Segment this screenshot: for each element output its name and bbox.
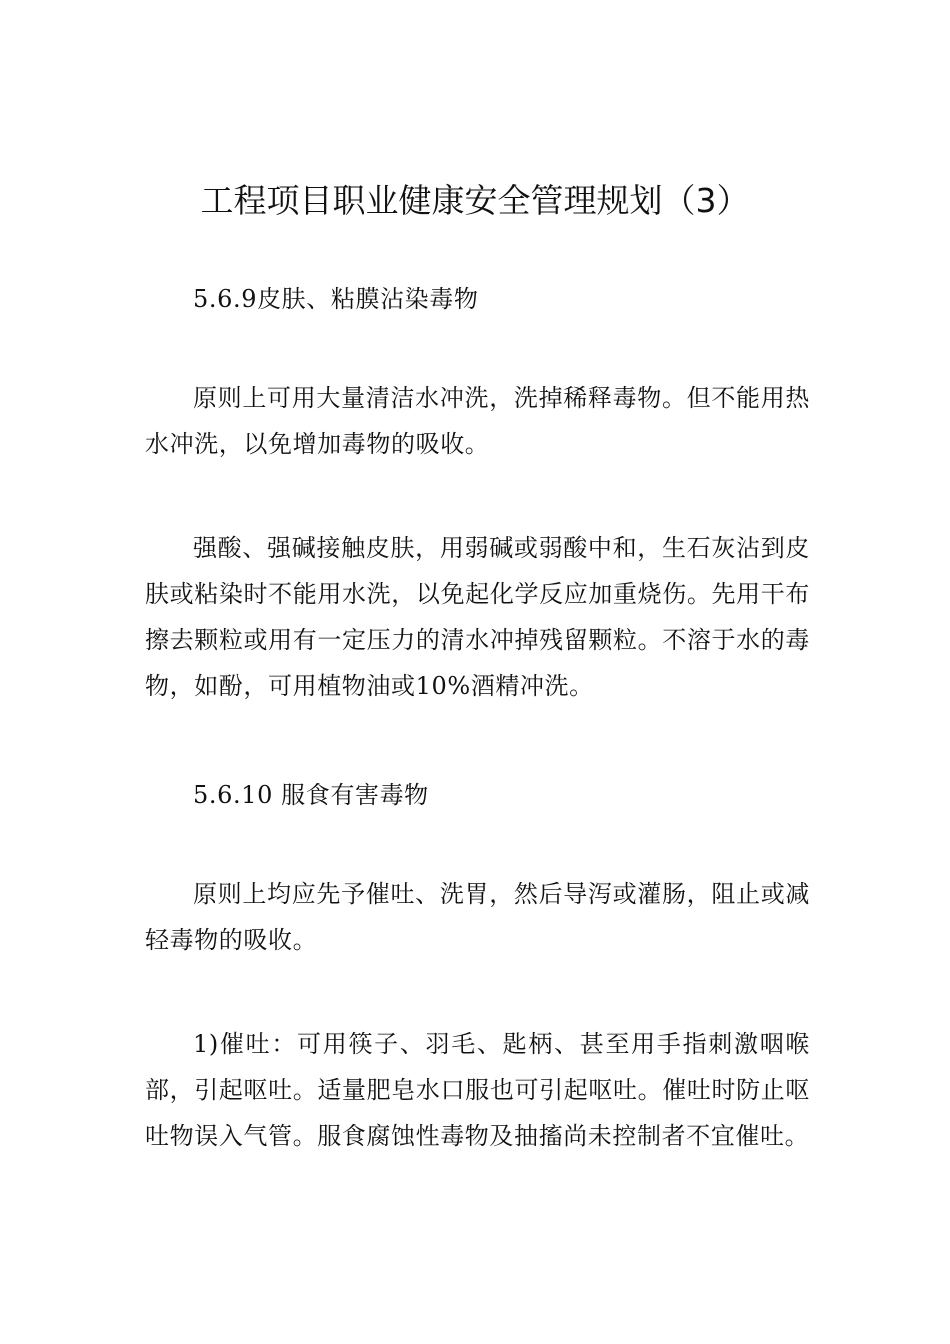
paragraph-skin-rinse: 原则上可用大量清洁水冲洗，洗掉稀释毒物。但不能用热水冲洗，以免增加毒物的吸收。 bbox=[145, 384, 810, 458]
document-title: 工程项目职业健康安全管理规划（3） bbox=[200, 181, 750, 220]
paragraph-ingestion-principle: 原则上均应先予催吐、洗胃，然后导泻或灌肠，阻止或减轻毒物的吸收。 bbox=[145, 880, 810, 954]
paragraph-acid-alkali: 强酸、强碱接触皮肤，用弱碱或弱酸中和，生石灰沾到皮肤或粘染时不能用水洗，以免起化学反应加重烧伤。先用干布擦去颗粒或用有一定压力的清水冲掉残留颗粒。不溶于水的毒物，如酚，可用植物油或10%酒精冲洗。 bbox=[145, 534, 810, 700]
section-heading-5-6-10: 5.6.10 服食有害毒物 bbox=[193, 781, 429, 809]
section-heading-5-6-9: 5.6.9皮肤、粘膜沾染毒物 bbox=[193, 285, 479, 313]
paragraph-induce-vomiting: 1)催吐：可用筷子、羽毛、匙柄、甚至用手指刺激咽喉部，引起呕吐。适量肥皂水口服也可引起呕吐。催吐时防止呕吐物误入气管。服食腐蚀性毒物及抽搐尚未控制者不宜催吐。 bbox=[145, 1030, 810, 1150]
